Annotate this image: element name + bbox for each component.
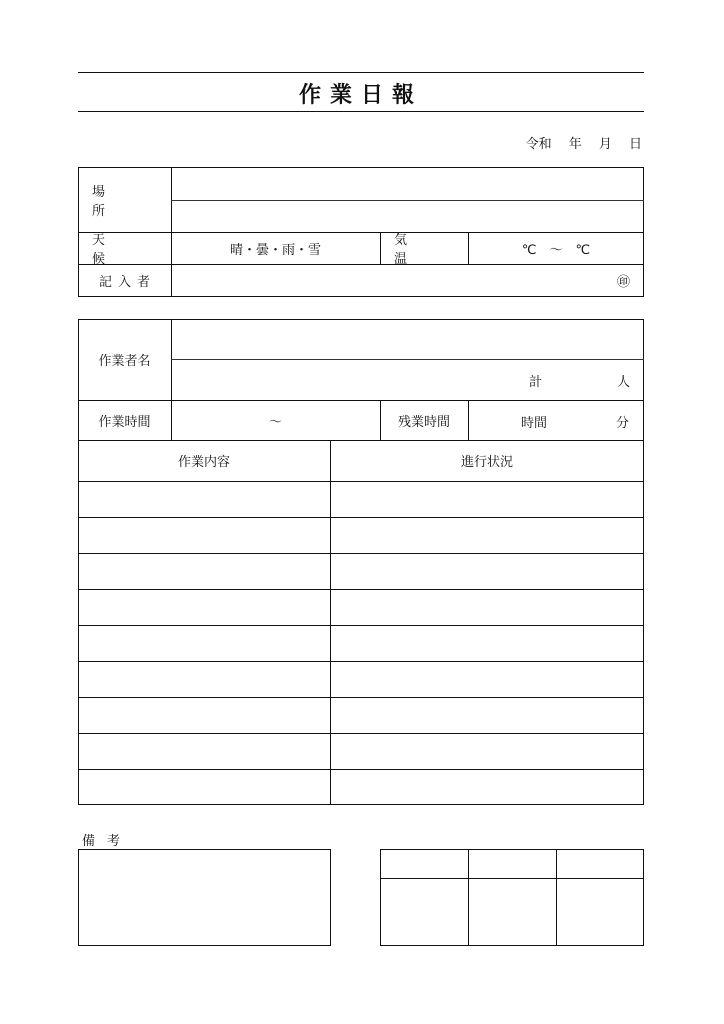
work-content-cell[interactable] — [78, 553, 330, 589]
work-progress-cell[interactable] — [330, 661, 644, 697]
work-content-cell[interactable] — [78, 589, 330, 625]
place-label: 場 所 — [92, 184, 147, 219]
remarks-label: 備考 — [82, 834, 133, 849]
worker-name-input[interactable] — [171, 319, 644, 359]
title-top-rule — [78, 72, 644, 73]
work-progress-cell[interactable] — [330, 733, 644, 769]
work-progress-cell[interactable] — [330, 481, 644, 517]
temperature-label: 気 温 — [394, 233, 449, 267]
place-input-1[interactable] — [171, 167, 644, 200]
page-title: 作業日報 — [298, 82, 423, 108]
progress-header: 進行状況 — [460, 455, 513, 470]
work-progress-cell[interactable] — [330, 553, 644, 589]
writer-label: 記入者 — [98, 275, 156, 290]
date-field[interactable]: 令和 年 月 日 — [525, 137, 642, 152]
hours-unit: 時間 — [521, 416, 548, 431]
worker-total-row[interactable] — [171, 359, 644, 400]
work-progress-cell[interactable] — [330, 517, 644, 553]
title-bottom-rule — [78, 111, 644, 112]
stamp-cell-2[interactable] — [468, 878, 556, 946]
work-content-cell[interactable] — [78, 625, 330, 661]
work-time-input[interactable]: 〜 — [268, 414, 282, 430]
weather-label: 天 候 — [92, 233, 147, 267]
remarks-box[interactable] — [78, 849, 331, 946]
work-content-cell[interactable] — [78, 517, 330, 553]
minutes-unit: 分 — [616, 416, 630, 431]
stamp-header-cell-1[interactable] — [380, 849, 468, 878]
work-progress-cell[interactable] — [330, 625, 644, 661]
work-content-cell[interactable] — [78, 697, 330, 733]
overtime-label: 残業時間 — [397, 414, 450, 430]
stamp-header-cell-2[interactable] — [468, 849, 556, 878]
work-time-label: 作業時間 — [98, 414, 151, 430]
stamp-cell-3[interactable] — [556, 878, 644, 946]
work-content-cell[interactable] — [78, 481, 330, 517]
overtime-input[interactable] — [468, 400, 644, 440]
writer-input[interactable] — [171, 264, 644, 297]
seal-icon: ㊞ — [616, 275, 630, 290]
work-content-cell[interactable] — [78, 769, 330, 805]
stamp-cell-1[interactable] — [380, 878, 468, 946]
content-header: 作業内容 — [177, 455, 230, 470]
work-content-cell[interactable] — [78, 661, 330, 697]
work-progress-cell[interactable] — [330, 697, 644, 733]
temperature-value[interactable]: ℃ 〜 ℃ — [521, 242, 591, 258]
person-unit: 人 — [617, 375, 631, 390]
stamp-header-cell-3[interactable] — [556, 849, 644, 878]
weather-options[interactable]: 晴・曇・雨・雪 — [229, 242, 321, 258]
work-content-cell[interactable] — [78, 733, 330, 769]
work-progress-cell[interactable] — [330, 589, 644, 625]
work-progress-cell[interactable] — [330, 769, 644, 805]
total-label: 計 — [529, 375, 543, 390]
worker-name-label: 作業者名 — [98, 354, 151, 369]
place-input-2[interactable] — [171, 200, 644, 232]
